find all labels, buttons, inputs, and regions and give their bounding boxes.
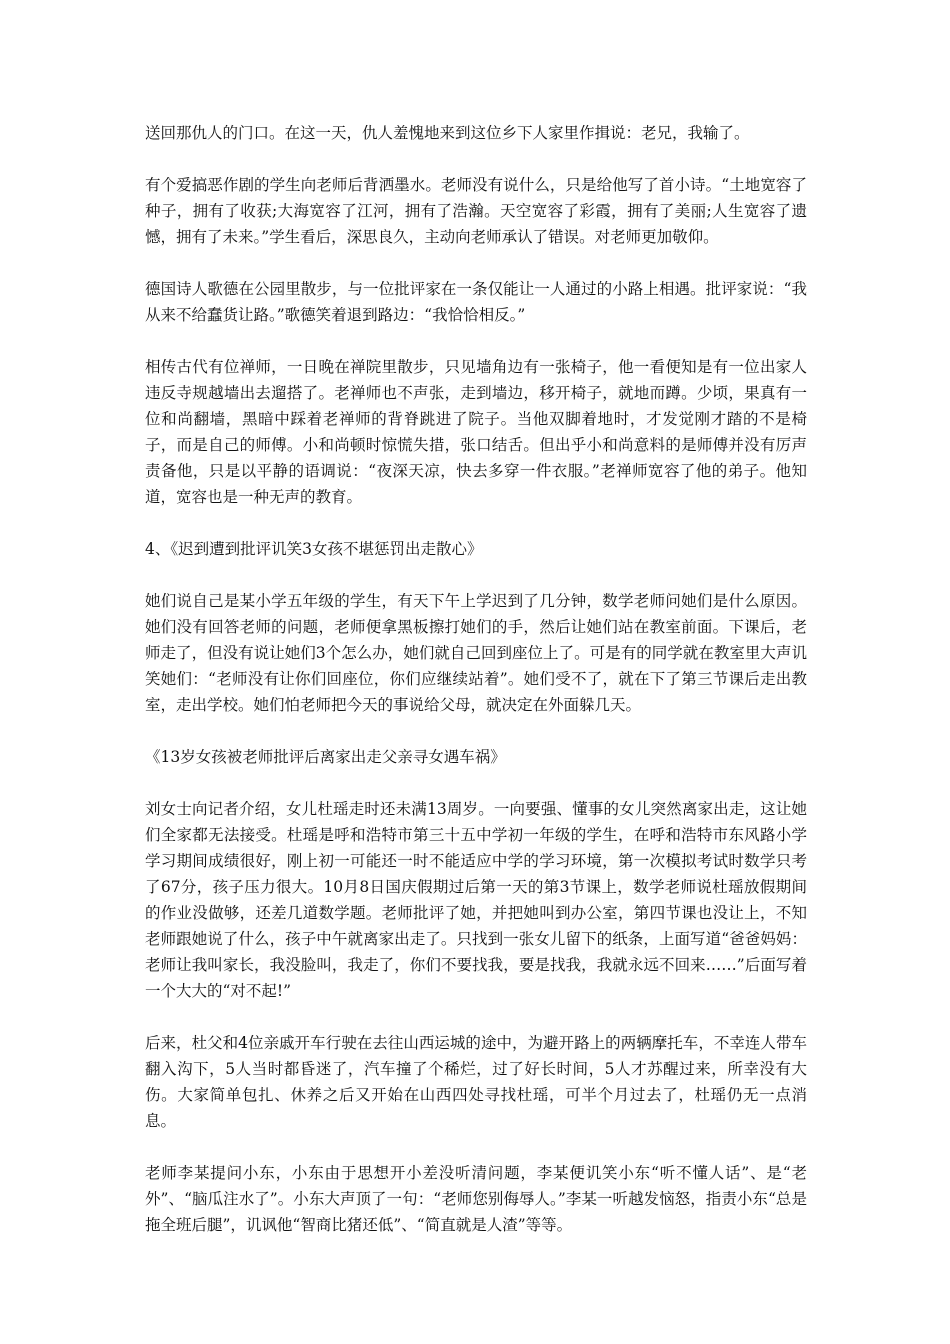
- paragraph-goethe: 德国诗人歌德在公园里散步，与一位批评家在一条仅能让一人通过的小路上相遇。批评家说：“我从来不给蠢货让路。”歌德笑着退到路边：“我恰恰相反。”: [145, 280, 807, 324]
- section-heading-13-year-old: 《13岁女孩被老师批评后离家出走父亲寻女遇车祸》: [145, 748, 506, 766]
- paragraph-late-girls: 她们说自己是某小学五年级的学生，有天下午上学迟到了几分钟，数学老师问她们是什么原因。她们没有回答老师的问题，老师便拿黑板擦打她们的手，然后让她们站在教室前面。下课后，老师走了，但没有说让她们3个怎么办，她们就自己回到座位上了。可是有的同学就在教室里大声讥笑她们：“老师没有让你们回座位，你们应继续站着”。她们受不了，就在下了第三节课后走出教室，走出学校。她们怕老师把今天的事说给父母，就决定在外面躲几天。: [145, 592, 807, 714]
- paragraph-du-yao: 刘女士向记者介绍，女儿杜瑶走时还未满13周岁。一向要强、懂事的女儿突然离家出走，这让她们全家都无法接受。杜瑶是呼和浩特市第三十五中学初一年级的学生，在呼和浩特市东风路小学学习期间成绩很好，刚上初一可能还一时不能适应中学的学习环境，第一次模拟考试时数学只考了67分，孩子压力很大。10月8日国庆假期过后第一天的第3节课上，数学老师说杜瑶放假期间的作业没做够，还差几道数学题。老师批评了她，并把她叫到办公室，第四节课也没让上，不知老师跟她说了什么，孩子中午就离家出走了。只找到一张女儿留下的纸条，上面写道“爸爸妈妈：老师让我叫家长，我没脸叫，我走了，你们不要找我，要是找我，我就永远不回来……”后面写着一个大大的“对不起!”: [145, 800, 807, 1000]
- paragraph-ink-prank: 有个爱搞恶作剧的学生向老师后背洒墨水。老师没有说什么，只是给他写了首小诗。“土地宽容了种子，拥有了收获;大海宽容了江河，拥有了浩瀚。天空宽容了彩霞，拥有了美丽;人生宽容了遗憾，拥有了未来。”学生看后，深思良久，主动向老师承认了错误。对老师更加敬仰。: [145, 176, 807, 246]
- paragraph-ending-story: 送回那仇人的门口。在这一天，仇人羞愧地来到这位乡下人家里作揖说：老兄，我输了。: [145, 124, 750, 142]
- document-body: [145, 120, 807, 1264]
- paragraph-car-accident: 后来，杜父和4位亲戚开车行驶在去往山西运城的途中，为避开路上的两辆摩托车，不幸连人带车翻入沟下，5人当时都昏迷了，汽车撞了个稀烂，过了好长时间，5人才苏醒过来，所幸没有大伤。大家简单包扎、休养之后又开始在山西四处寻找杜瑶，可半个月过去了，杜瑶仍无一点消息。: [145, 1034, 807, 1130]
- section-heading-late-girls: 4、《迟到遭到批评讥笑3女孩不堪惩罚出走散心》: [145, 540, 483, 558]
- paragraph-zen-master: 相传古代有位禅师，一日晚在禅院里散步，只见墙角边有一张椅子，他一看便知是有一位出家人违反寺规越墙出去遛搭了。老禅师也不声张，走到墙边，移开椅子，就地而蹲。少顷，果真有一位和尚翻墙，黑暗中踩着老禅师的背脊跳进了院子。当他双脚着地时，才发觉刚才踏的不是椅子，而是自己的师傅。小和尚顿时惊慌失措，张口结舌。但出乎小和尚意料的是师傅并没有厉声责备他，只是以平静的语调说：“夜深天凉，快去多穿一件衣服。”老禅师宽容了他的弟子。他知道，宽容也是一种无声的教育。: [145, 358, 807, 506]
- paragraph-xiaodong: 老师李某提问小东，小东由于思想开小差没听清问题，李某便讥笑小东“听不懂人话”、是“老外”、“脑瓜注水了”。小东大声顶了一句：“老师您别侮辱人。”李某一听越发恼怒，指责小东“总是拖全班后腿”，讥讽他“智商比猪还低”、“简直就是人渣”等等。: [145, 1164, 807, 1234]
